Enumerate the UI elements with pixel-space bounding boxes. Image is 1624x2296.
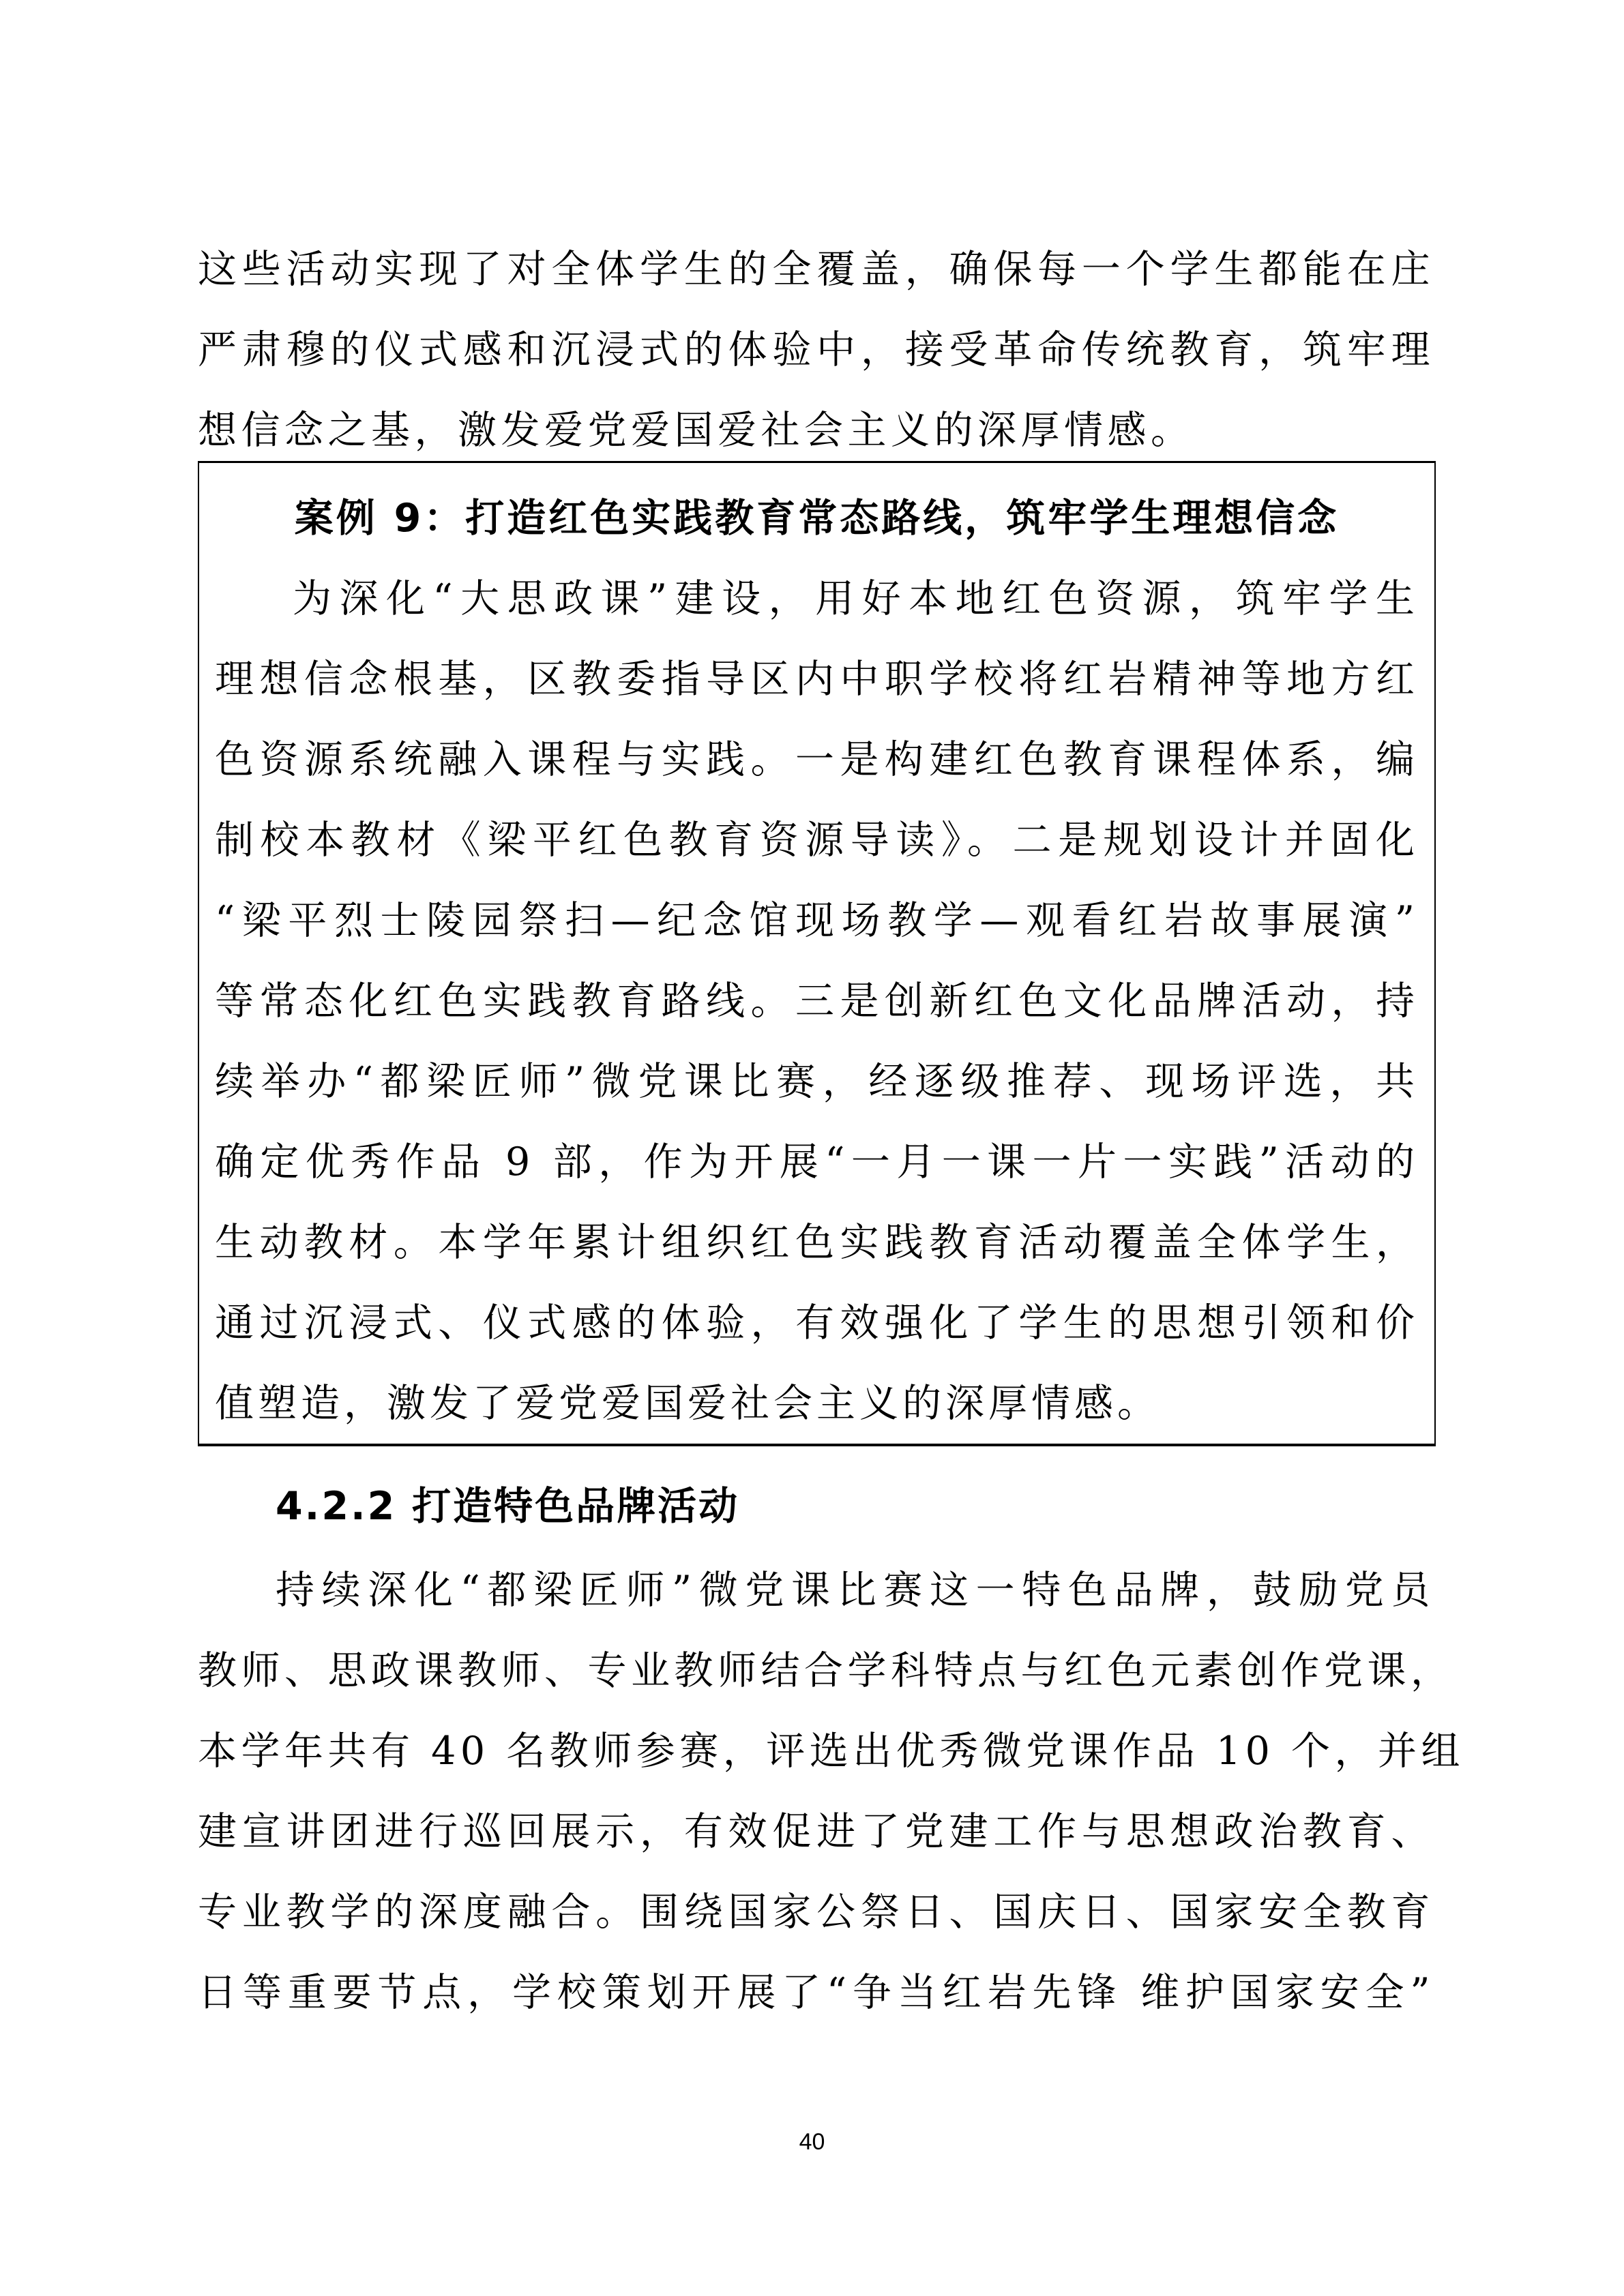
body-line: 日等重要节点，学校策划开展了“争当红岩先锋 维护国家安全” <box>198 1970 1434 2015</box>
case-line: 通过沉浸式、仪式感的体验，有效强化了学生的思想引领和价 <box>215 1300 1419 1345</box>
case-line: 确定优秀作品 9 部，作为开展“一月一课一片一实践”活动的 <box>215 1139 1419 1184</box>
page-number: 40 <box>799 2129 825 2155</box>
case-line: 值塑造，激发了爱党爱国爱社会主义的深厚情感。 <box>215 1381 1160 1426</box>
case-line: 续举办“都梁匠师”微党课比赛，经逐级推荐、现场评选，共 <box>215 1059 1419 1104</box>
body-line: 教师、思政课教师、专业教师结合学科特点与红色元素创作党课， <box>198 1648 1454 1693</box>
intro-line: 想信念之基，激发爱党爱国爱社会主义的深厚情感。 <box>198 408 1194 453</box>
case-study-box <box>198 461 1436 1446</box>
intro-line: 严肃穆的仪式感和沉浸式的体验中，接受革命传统教育，筑牢理 <box>198 327 1434 372</box>
case-study-title: 案例 9：打造红色实践教育常态路线，筑牢学生理想信念 <box>294 496 1340 541</box>
body-line: 本学年共有 40 名教师参赛，评选出优秀微党课作品 10 个，并组 <box>198 1729 1465 1774</box>
body-line: 持续深化“都梁匠师”微党课比赛这一特色品牌，鼓励党员 <box>276 1568 1434 1613</box>
case-line: 理想信念根基，区教委指导区内中职学校将红岩精神等地方红 <box>215 657 1419 702</box>
case-line: 为深化“大思政课”建设，用好本地红色资源，筑牢学生 <box>293 576 1419 621</box>
case-line: “梁平烈士陵园祭扫—纪念馆现场教学—观看红岩故事展演” <box>215 898 1419 943</box>
case-line: 色资源系统融入课程与实践。一是构建红色教育课程体系，编 <box>215 737 1419 782</box>
case-line: 制校本教材《梁平红色教育资源导读》。二是规划设计并固化 <box>215 818 1419 863</box>
case-line: 等常态化红色实践教育路线。三是创新红色文化品牌活动，持 <box>215 979 1419 1024</box>
body-line: 专业教学的深度融合。围绕国家公祭日、国庆日、国家安全教育 <box>198 1890 1434 1935</box>
body-line: 建宣讲团进行巡回展示，有效促进了党建工作与思想政治教育、 <box>198 1809 1434 1854</box>
section-heading: 4.2.2 打造特色品牌活动 <box>276 1484 740 1529</box>
case-line: 生动教材。本学年累计组织红色实践教育活动覆盖全体学生， <box>215 1220 1419 1265</box>
intro-line: 这些活动实现了对全体学生的全覆盖，确保每一个学生都能在庄 <box>198 247 1434 292</box>
